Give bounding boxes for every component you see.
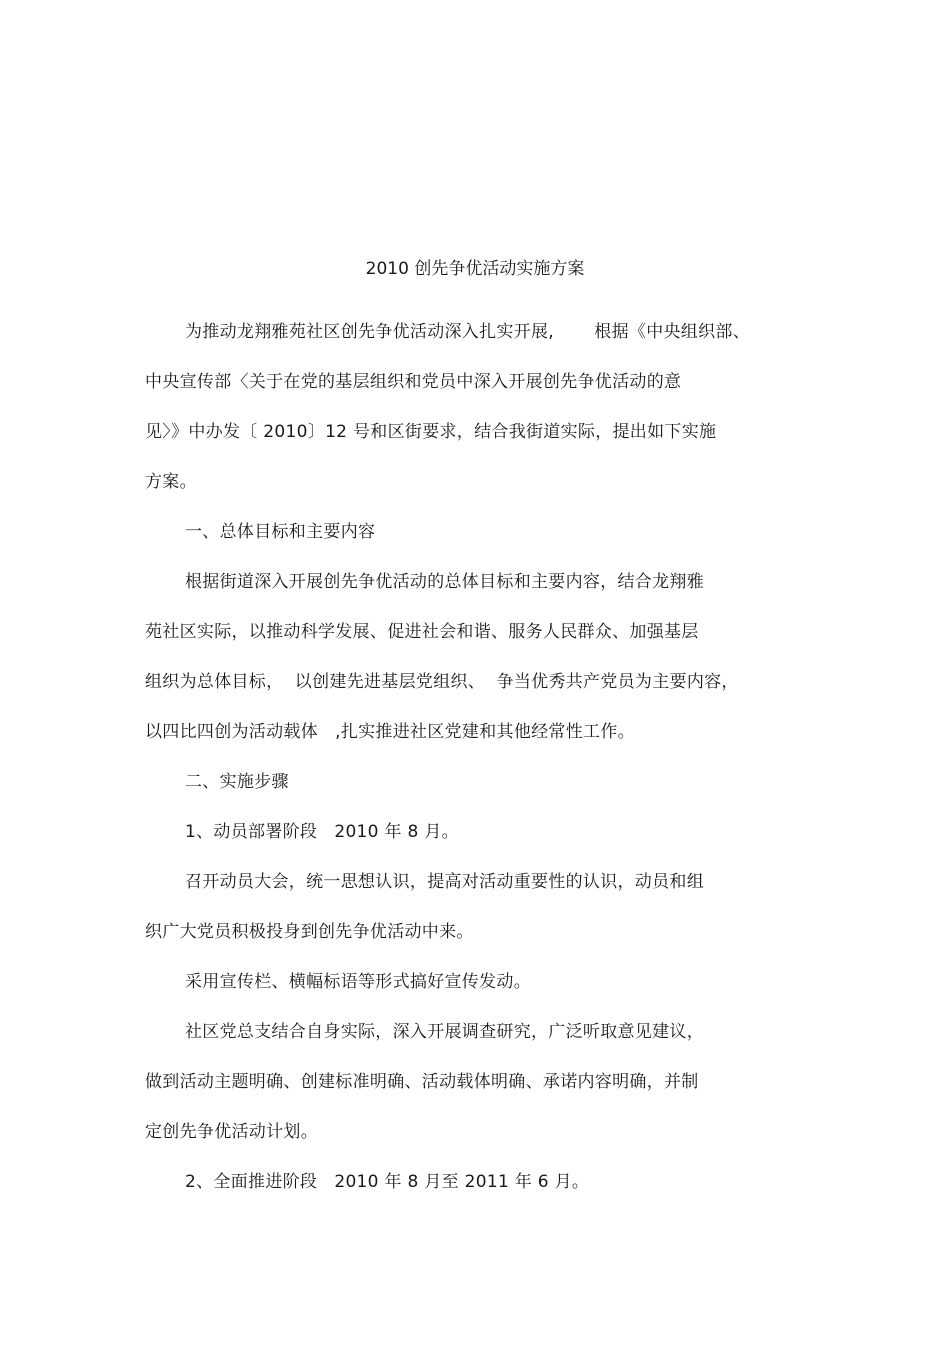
document-title: 2010 创先争优活动实施方案 — [365, 259, 585, 279]
paragraph-line: 根据街道深入开展创先争优活动的总体目标和主要内容，结合龙翔雅 — [185, 572, 704, 592]
section-heading: 一、总体目标和主要内容 — [185, 522, 376, 542]
paragraph-line: 社区党总支结合自身实际，深入开展调查研究，广泛听取意见建议， — [185, 1022, 704, 1042]
paragraph-line: 苑社区实际，以推动科学发展、促进社会和谐、服务人民群众、加强基层 — [145, 622, 699, 642]
paragraph-line: 组织为总体目标， 以创建先进基层党组织、 争当优秀共产党员为主要内容， — [145, 672, 739, 692]
paragraph-line: 中央宣传部〈关于在党的基层组织和党员中深入开展创先争优活动的意 — [145, 372, 682, 392]
paragraph-line: 采用宣传栏、横幅标语等形式搞好宣传发动。 — [185, 972, 531, 992]
paragraph-line: 方案。 — [145, 472, 197, 492]
subsection-heading: 1、动员部署阶段 2010 年 8 月。 — [185, 822, 459, 842]
paragraph-line: 做到活动主题明确、创建标准明确、活动载体明确、承诺内容明确，并制 — [145, 1072, 699, 1092]
paragraph-line: 召开动员大会，统一思想认识，提高对活动重要性的认识，动员和组 — [185, 872, 704, 892]
paragraph-line: 织广大党员积极投身到创先争优活动中来。 — [145, 922, 474, 942]
paragraph-line: 为推动龙翔雅苑社区创先争优活动深入扎实开展, 根据《中央组织部、 — [185, 322, 751, 342]
subsection-heading: 2、全面推进阶段 2010 年 8 月至 2011 年 6 月。 — [185, 1172, 590, 1192]
paragraph-line: 定创先争优活动计划。 — [145, 1122, 318, 1142]
section-heading: 二、实施步骤 — [185, 772, 289, 792]
paragraph-line: 以四比四创为活动载体 ,扎实推进社区党建和其他经常性工作。 — [145, 722, 635, 742]
paragraph-line: 见〉》中办发〔 2010〕12 号和区街要求，结合我街道实际，提出如下实施 — [145, 422, 717, 442]
